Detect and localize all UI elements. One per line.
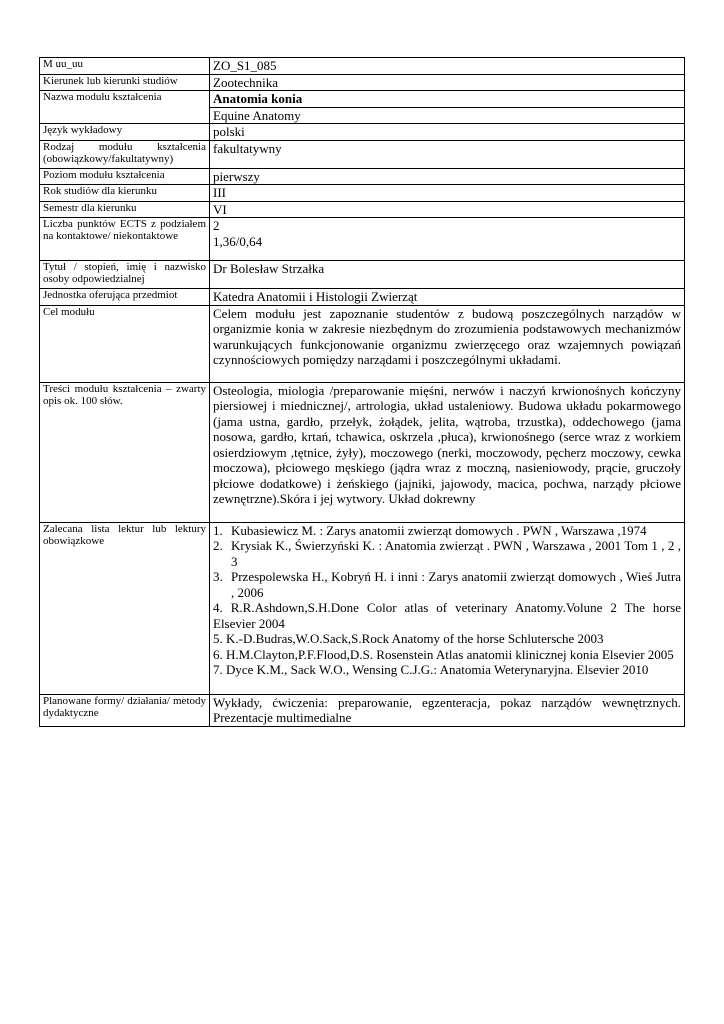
value-module-code: ZO_S1_085: [210, 58, 685, 75]
row-language: [40, 124, 685, 141]
label-module-code: M uu_uu: [40, 58, 210, 75]
reading-item: 5. K.-D.Budras,W.O.Sack,S.Rock Anatomy of the horse Schlutersche 2003: [213, 631, 604, 646]
module-table: [39, 57, 685, 727]
value-level: pierwszy: [210, 168, 685, 185]
label-teaching-methods: Planowane formy/ działania/ metody dydaktyczne: [40, 694, 210, 726]
row-semester: [40, 201, 685, 218]
row-module-code: [40, 58, 685, 75]
row-teaching-methods: [40, 694, 685, 726]
label-unit: Jednostka oferująca przedmiot: [40, 289, 210, 306]
value-ects-total: 2: [213, 218, 220, 233]
label-level: Poziom modułu kształcenia: [40, 168, 210, 185]
reading-item: [213, 523, 681, 539]
reading-item-number: 2.: [213, 538, 223, 553]
label-responsible-person: Tytuł / stopień, imię i nazwisko osoby odpowiedzialnej: [40, 261, 210, 289]
value-ects-split: 1,36/0,64: [213, 233, 263, 249]
row-module-goal: [40, 305, 685, 382]
label-semester: Semestr dla kierunku: [40, 201, 210, 218]
row-field-of-study: [40, 74, 685, 91]
label-reading-list: Zalecana lista lektur lub lektury obowiązkowe: [40, 522, 210, 694]
row-module-name: [40, 91, 685, 108]
reading-item: [213, 569, 681, 600]
reading-item-text: Przespolewska H., Kobryń H. i inni : Zarys anatomii zwierząt domowych , Wieś Jutra , 2006: [231, 569, 681, 600]
value-teaching-methods: Wykłady, ćwiczenia: preparowanie, egzenteracja, pokaz narządów wewnętrznych. Prezentacje multimedialne: [210, 694, 685, 726]
value-year: III: [210, 185, 685, 202]
value-ects: [210, 218, 685, 261]
reading-item: 6. H.M.Clayton,P.F.Flood,D.S. Rosenstein Atlas anatomii klinicznej konia Elsevier 2005: [213, 646, 674, 662]
reading-item: 7. Dyce K.M., Sack W.O., Wensing C.J.G.: Anatomia Weterynaryjna. Elsevier 2010: [213, 662, 649, 677]
value-module-name-en: Equine Anatomy: [210, 107, 685, 124]
label-module-name: Nazwa modułu kształcenia: [40, 91, 210, 124]
reading-item: 4. R.R.Ashdown,S.H.Done Color atlas of veterinary Anatomy.Volune 2 The horse Elsevier 2004: [213, 600, 681, 631]
row-responsible-person: [40, 261, 685, 289]
value-module-content: Osteologia, miologia /preparowanie mięśni, nerwów i naczyń krwionośnych kończyny piersiowej i miednicznej/, artrologia, układ ustaleniowy. Budowa układu pokarmowego (jama ustna, gardło, przełyk, żołądek, jelita, wątroba, trzustka), oddechowego (jama nosowa, gardło, krtań, tchawica, oskrzela ,płuca), krwionośnego (serce wraz z workiem osierdziowym ,tętnice, żyły), moczowego (nerki, moczowody, pęcherz moczowy, cewka moczowa), płciowego męskiego (jądra wraz z moczną, nasieniowody, prącie, gruczoły płciowe dodatkowe) i żeńskiego (jajniki, jajowody, macica, pochwa, narządy płciowe zewnętrzne).Skóra i jej wytwory. Układ dokrewny: [210, 382, 685, 522]
label-year: Rok studiów dla kierunku: [40, 185, 210, 202]
label-language: Język wykładowy: [40, 124, 210, 141]
value-module-name-pl: Anatomia konia: [210, 91, 685, 108]
label-module-goal: Cel modułu: [40, 305, 210, 382]
value-unit: Katedra Anatomii i Histologii Zwierząt: [210, 289, 685, 306]
reading-item: [213, 538, 681, 569]
label-ects: Liczba punktów ECTS z podziałem na kontaktowe/ niekontaktowe: [40, 218, 210, 261]
value-semester: VI: [210, 201, 685, 218]
value-language: polski: [210, 124, 685, 141]
row-reading-list: [40, 522, 685, 694]
value-module-type: fakultatywny: [210, 140, 685, 168]
reading-list: [213, 523, 681, 678]
value-reading-list: [210, 522, 685, 694]
row-module-content: [40, 382, 685, 522]
reading-item-number: 3.: [213, 569, 223, 584]
reading-item-number: 1.: [213, 522, 223, 538]
label-field-of-study: Kierunek lub kierunki studiów: [40, 74, 210, 91]
reading-item-text: Kubasiewicz M. : Zarys anatomii zwierząt domowych . PWN , Warszawa ,1974: [231, 522, 647, 538]
row-ects: [40, 218, 685, 261]
value-module-goal: Celem modułu jest zapoznanie studentów z budową poszczególnych narządów w organizmie konia w zakresie niezbędnym do zrozumienia podstawowych mechanizmów warunkujących funkcjonowanie organizmu zwierzęcego oraz wzajemnych powiązań czynnościowych pomiędzy narządami i poszczególnymi układami.: [210, 305, 685, 382]
value-field-of-study: Zootechnika: [210, 74, 685, 91]
row-module-type: [40, 140, 685, 168]
row-unit: [40, 289, 685, 306]
reading-item-text: Krysiak K., Świerzyński K. : Anatomia zwierząt . PWN , Warszawa , 2001 Tom 1 , 2 , 3: [231, 538, 681, 569]
value-responsible-person: Dr Bolesław Strzałka: [210, 261, 685, 289]
label-module-type: Rodzaj modułu kształcenia (obowiązkowy/fakultatywny): [40, 140, 210, 168]
row-year: [40, 185, 685, 202]
label-module-content: Treści modułu kształcenia – zwarty opis ok. 100 słów.: [40, 382, 210, 522]
row-level: [40, 168, 685, 185]
